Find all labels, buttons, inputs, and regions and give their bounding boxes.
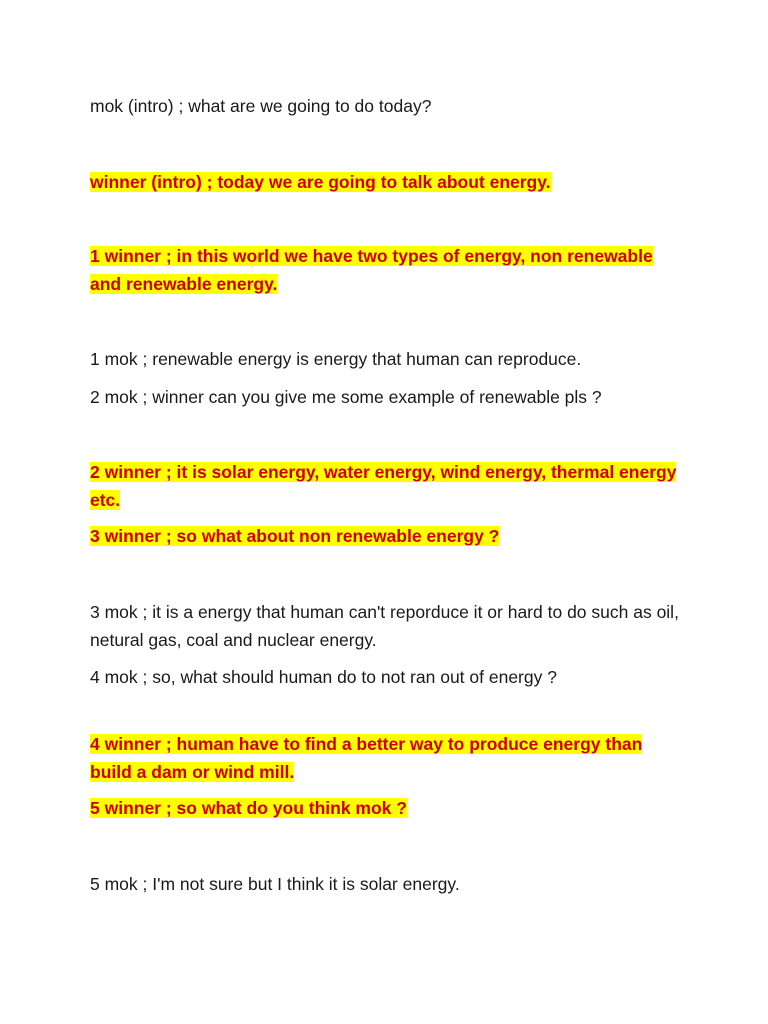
dialogue-text: 5 winner ; so what do you think mok ? bbox=[90, 798, 407, 818]
dialogue-text: 3 mok ; it is a energy that human can't reporduce it or hard to do such as oil, netural gas, coal and nuclear energy. bbox=[90, 602, 679, 650]
dialogue-line-winner-4 bbox=[90, 730, 680, 786]
dialogue-text: winner (intro) ; today we are going to talk about energy. bbox=[90, 172, 551, 192]
dialogue-line-winner-intro bbox=[90, 168, 680, 196]
dialogue-line-winner-2 bbox=[90, 458, 680, 514]
dialogue-line-winner-1 bbox=[90, 242, 680, 298]
dialogue-text: 4 mok ; so, what should human do to not ran out of energy ? bbox=[90, 667, 557, 687]
dialogue-text: 5 mok ; I'm not sure but I think it is solar energy. bbox=[90, 874, 460, 894]
dialogue-line-winner-3 bbox=[90, 522, 680, 550]
dialogue-text: 1 winner ; in this world we have two types of energy, non renewable and renewable energy. bbox=[90, 246, 653, 294]
dialogue-text: 2 winner ; it is solar energy, water energy, wind energy, thermal energy etc. bbox=[90, 462, 677, 510]
dialogue-line-mok-5 bbox=[90, 870, 680, 898]
dialogue-line-mok-1 bbox=[90, 345, 680, 373]
dialogue-text: 2 mok ; winner can you give me some example of renewable pls ? bbox=[90, 387, 602, 407]
dialogue-line-mok-2 bbox=[90, 383, 680, 411]
dialogue-line-mok-intro bbox=[90, 92, 680, 120]
dialogue-line-winner-5 bbox=[90, 794, 680, 822]
dialogue-text: mok (intro) ; what are we going to do today? bbox=[90, 96, 432, 116]
dialogue-text: 1 mok ; renewable energy is energy that human can reproduce. bbox=[90, 349, 582, 369]
dialogue-text: 3 winner ; so what about non renewable energy ? bbox=[90, 526, 500, 546]
dialogue-text: 4 winner ; human have to find a better way to produce energy than build a dam or wind mill. bbox=[90, 734, 643, 782]
dialogue-line-mok-4 bbox=[90, 663, 680, 691]
dialogue-line-mok-3 bbox=[90, 598, 680, 654]
